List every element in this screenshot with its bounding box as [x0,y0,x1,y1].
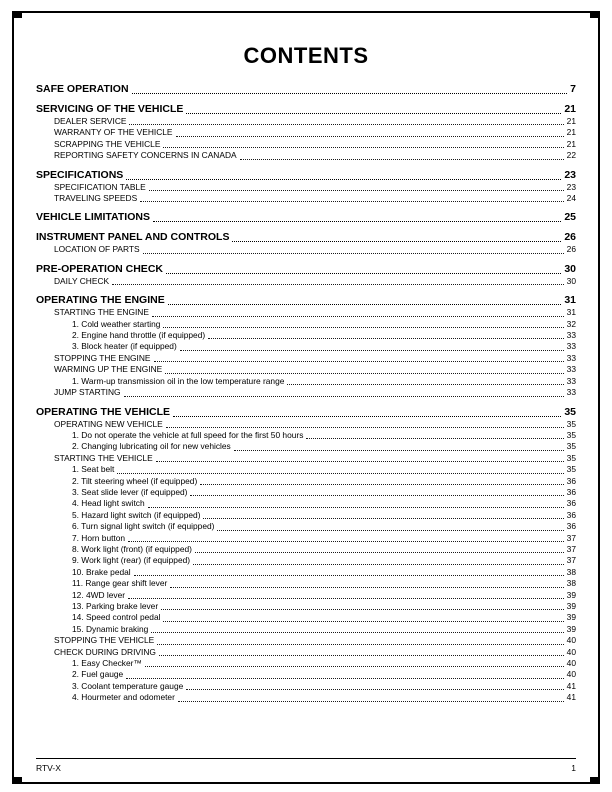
toc-entry-label: 1. Easy Checker™ [72,658,142,669]
toc-entry-page: 31 [566,307,576,318]
toc-entry[interactable] [36,168,576,182]
toc-entry-label: 1. Cold weather starting [72,318,161,329]
toc-entry[interactable] [36,681,576,692]
toc-entry[interactable] [36,182,576,193]
toc-entry[interactable] [36,601,576,612]
toc-entry-page: 40 [566,669,576,680]
toc-dot-leader [152,316,564,317]
toc-entry-page: 31 [564,294,576,307]
toc-entry-label: INSTRUMENT PANEL AND CONTROLS [36,231,230,244]
toc-entry-page: 33 [566,364,576,375]
toc-entry[interactable] [36,210,576,224]
toc-entry[interactable] [36,364,576,375]
toc-dot-leader [140,201,564,202]
toc-entry-page: 36 [566,509,576,520]
toc-dot-leader [166,273,561,274]
toc-entry-page: 35 [566,464,576,475]
toc-dot-leader [306,438,563,439]
toc-dot-leader [161,609,564,610]
toc-dot-leader [163,147,563,148]
toc-entry[interactable] [36,116,576,127]
toc-dot-leader [165,373,563,374]
toc-entry[interactable] [36,647,576,658]
toc-entry-label: 2. Engine hand throttle (if equipped) [72,330,206,341]
toc-entry-label: SAFE OPERATION [36,83,129,95]
toc-entry[interactable] [36,476,576,487]
toc-entry[interactable] [36,405,576,419]
toc-entry-label: SPECIFICATION TABLE [54,181,146,192]
toc-entry-page: 35 [564,405,576,418]
toc-dot-leader [186,113,561,114]
toc-entry-page: 36 [566,521,576,532]
toc-entry[interactable] [36,102,576,116]
toc-entry-label: TRAVELING SPEEDS [54,193,138,204]
toc-dot-leader [163,327,563,328]
toc-entry[interactable] [36,692,576,703]
toc-dot-leader [200,484,563,485]
toc-entry-page: 21 [566,138,576,149]
toc-dot-leader [149,190,564,191]
toc-entry[interactable] [36,307,576,318]
toc-entry-label: 8. Work light (front) (if equipped) [72,543,192,554]
toc-entry-page: 24 [566,193,576,204]
toc-dot-leader [178,701,564,702]
toc-entry[interactable] [36,464,576,475]
toc-entry-page: 22 [566,150,576,161]
toc-entry-page: 35 [566,418,576,429]
footer-divider [36,758,576,759]
toc-entry-page: 36 [566,475,576,486]
toc-entry-label: PRE-OPERATION CHECK [36,262,163,275]
toc-dot-leader [151,632,563,633]
page-footer [36,758,576,773]
toc-entry-label: 5. Hazard light switch (if equipped) [72,509,201,520]
toc-dot-leader [232,241,561,242]
toc-entry[interactable] [36,567,576,578]
toc-entry[interactable] [36,353,576,364]
frame-corner [590,11,600,18]
toc-entry-page: 35 [566,429,576,440]
toc-entry[interactable] [36,82,576,96]
toc-entry[interactable] [36,193,576,204]
toc-entry-page: 33 [566,375,576,386]
toc-dot-leader [145,666,564,667]
toc-entry-label: 7. Horn button [72,532,126,543]
toc-entry-page: 38 [566,578,576,589]
toc-entry-page: 40 [566,635,576,646]
toc-entry-page: 26 [566,244,576,255]
footer-model-label: RTV-X [36,763,61,773]
toc-dot-leader [217,530,563,531]
toc-dot-leader [117,473,563,474]
toc-entry-page: 35 [566,441,576,452]
toc-entry-label: 3. Seat slide lever (if equipped) [72,486,188,497]
toc-dot-leader [129,124,563,125]
toc-entry-label: STOPPING THE ENGINE [54,352,151,363]
toc-entry[interactable] [36,230,576,244]
toc-entry[interactable] [36,487,576,498]
toc-dot-leader [153,221,561,222]
toc-dot-leader [124,396,564,397]
toc-dot-leader [195,552,564,553]
toc-entry-page: 33 [566,330,576,341]
toc-entry-label: 13. Parking brake lever [72,601,159,611]
toc-entry[interactable] [36,658,576,669]
toc-entry-page: 23 [564,168,576,181]
toc-entry-page: 41 [566,680,576,691]
toc-entry-label: 2. Tilt steering wheel (if equipped) [72,475,198,486]
toc-entry-label: OPERATING NEW VEHICLE [54,418,163,429]
page-title: CONTENTS [243,43,369,68]
toc-entry[interactable] [36,590,576,601]
toc-dot-leader [190,495,563,496]
toc-entry-label: 2. Fuel gauge [72,669,124,680]
toc-entry-label: REPORTING SAFETY CONCERNS IN CANADA [54,150,237,161]
toc-entry-label: WARRANTY OF THE VEHICLE [54,127,173,138]
toc-entry-page: 37 [566,532,576,543]
toc-dot-leader [154,361,564,362]
toc-entry-page: 41 [566,692,576,703]
toc-entry-label: 4. Head light switch [72,498,145,509]
table-of-contents [36,82,576,704]
toc-dot-leader [128,598,564,599]
toc-entry[interactable] [36,376,576,387]
toc-entry-page: 35 [566,452,576,463]
toc-entry-page: 40 [566,646,576,657]
toc-entry[interactable] [36,341,576,352]
toc-entry[interactable] [36,127,576,138]
toc-entry[interactable] [36,139,576,150]
toc-dot-leader [173,416,561,417]
toc-dot-leader [128,541,564,542]
toc-dot-leader [143,253,564,254]
toc-entry[interactable] [36,555,576,566]
toc-entry-page: 38 [566,566,576,577]
toc-entry-label: 15. Dynamic braking [72,623,149,634]
toc-dot-leader [126,678,563,679]
toc-entry[interactable] [36,330,576,341]
toc-entry-label: OPERATING THE VEHICLE [36,405,170,418]
toc-entry[interactable] [36,262,576,276]
toc-dot-leader [166,427,564,428]
toc-dot-leader [163,621,563,622]
toc-entry-label: 1. Warm-up transmission oil in the low temperature range [72,375,285,386]
toc-entry-label: 10. Brake pedal [72,566,131,577]
toc-entry-page: 26 [564,231,576,244]
toc-entry[interactable] [36,510,576,521]
toc-dot-leader [157,644,563,645]
toc-entry-page: 30 [566,275,576,286]
toc-entry-label: STOPPING THE VEHICLE [54,635,155,646]
toc-entry-label: SCRAPPING THE VEHICLE [54,138,161,149]
footer-page-number: 1 [571,763,576,773]
toc-entry-page: 33 [566,387,576,398]
toc-entry-label: SPECIFICATIONS [36,168,124,181]
toc-entry-label: DEALER SERVICE [54,116,127,126]
toc-entry-page: 7 [570,83,576,95]
toc-entry-label: LOCATION OF PARTS [54,244,140,255]
toc-entry-label: WARMING UP THE ENGINE [54,364,163,375]
toc-entry-label: 11. Range gear shift lever [72,578,168,589]
toc-dot-leader [176,136,564,137]
frame-corner [12,11,22,18]
toc-dot-leader [148,507,564,508]
toc-entry-label: 1. Seat belt [72,464,115,475]
toc-entry-page: 32 [566,318,576,329]
toc-dot-leader [126,179,561,180]
toc-entry-page: 21 [564,103,576,115]
toc-entry[interactable] [36,498,576,509]
toc-dot-leader [193,564,564,565]
toc-entry[interactable] [36,293,576,307]
toc-entry-label: SERVICING OF THE VEHICLE [36,103,184,115]
toc-entry[interactable] [36,430,576,441]
toc-dot-leader [186,689,563,690]
toc-entry[interactable] [36,578,576,589]
toc-dot-leader [234,450,564,451]
toc-entry-label: OPERATING THE ENGINE [36,294,165,307]
toc-entry[interactable] [36,521,576,532]
toc-dot-leader [132,93,568,94]
toc-dot-leader [203,518,563,519]
frame-corner [590,777,600,784]
toc-entry-page: 30 [564,262,576,275]
toc-entry-label: 1. Do not operate the vehicle at full speed for the first 50 hours [72,429,304,440]
page-border-frame [12,11,600,784]
toc-entry-label: 9. Work light (rear) (if equipped) [72,555,191,566]
toc-entry[interactable] [36,441,576,452]
toc-dot-leader [180,350,564,351]
toc-dot-leader [168,304,562,305]
toc-dot-leader [156,461,564,462]
toc-entry-page: 37 [566,555,576,566]
toc-entry[interactable] [36,453,576,464]
toc-entry[interactable] [36,544,576,555]
toc-entry[interactable] [36,276,576,287]
toc-entry-label: 4. Hourmeter and odometer [72,692,175,703]
toc-entry-page: 21 [566,116,576,126]
toc-entry-label: STARTING THE ENGINE [54,307,149,318]
toc-dot-leader [240,159,564,160]
toc-entry-page: 39 [566,612,576,623]
toc-entry-label: 6. Turn signal light switch (if equipped) [72,521,215,532]
toc-entry-label: 2. Changing lubricating oil for new vehicles [72,441,231,452]
toc-entry-page: 39 [566,589,576,600]
toc-entry-page: 33 [566,341,576,352]
toc-entry-label: DAILY CHECK [54,275,110,286]
toc-entry-page: 23 [566,181,576,192]
toc-entry[interactable] [36,319,576,330]
toc-entry-page: 36 [566,486,576,497]
toc-entry-page: 33 [566,352,576,363]
toc-entry[interactable] [36,624,576,635]
toc-entry[interactable] [36,635,576,646]
toc-dot-leader [170,587,563,588]
toc-entry-label: 3. Coolant temperature gauge [72,680,184,691]
toc-entry[interactable] [36,533,576,544]
toc-entry-label: 14. Speed control pedal [72,612,161,623]
toc-entry-page: 36 [566,498,576,509]
toc-entry[interactable] [36,612,576,623]
toc-dot-leader [159,655,564,656]
toc-entry[interactable] [36,669,576,680]
toc-dot-leader [208,338,564,339]
toc-dot-leader [287,384,563,385]
toc-entry-page: 39 [566,601,576,611]
toc-dot-leader [134,575,564,576]
toc-entry-page: 25 [564,211,576,224]
toc-entry[interactable] [36,244,576,255]
toc-entry[interactable] [36,387,576,398]
toc-entry-page: 40 [566,658,576,669]
toc-entry-page: 21 [566,127,576,138]
toc-entry-label: CHECK DURING DRIVING [54,646,156,657]
toc-dot-leader [112,284,564,285]
toc-entry-label: VEHICLE LIMITATIONS [36,211,150,224]
toc-entry[interactable] [36,419,576,430]
frame-corner [12,777,22,784]
toc-entry-page: 37 [566,543,576,554]
toc-entry-label: 12. 4WD lever [72,589,126,600]
toc-entry-label: 3. Block heater (if equipped) [72,341,177,352]
toc-entry[interactable] [36,150,576,161]
toc-entry-label: STARTING THE VEHICLE [54,452,153,463]
toc-entry-page: 39 [566,623,576,634]
toc-entry-label: JUMP STARTING [54,387,121,398]
